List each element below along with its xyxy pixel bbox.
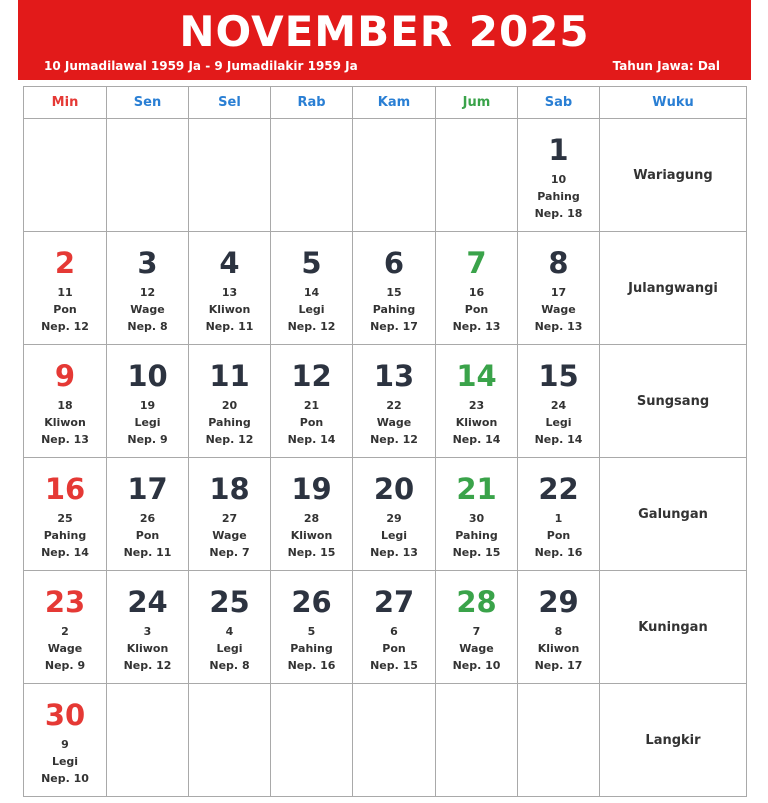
day-cell bbox=[436, 458, 518, 571]
week-row bbox=[24, 571, 747, 684]
neptu: Nep. 10 bbox=[41, 772, 89, 785]
neptu: Nep. 9 bbox=[44, 659, 86, 672]
hijri-date: 23 bbox=[468, 399, 485, 412]
wuku-label: Langkir bbox=[600, 684, 747, 797]
week-row bbox=[24, 345, 747, 458]
wuku-label: Galungan bbox=[600, 458, 747, 571]
day-cell-content bbox=[107, 571, 188, 683]
day-cell bbox=[189, 571, 271, 684]
day-number: 10 bbox=[127, 359, 168, 393]
hijri-date: 30 bbox=[468, 512, 485, 525]
hijri-date: 21 bbox=[303, 399, 320, 412]
empty-cell bbox=[107, 119, 189, 232]
neptu: Nep. 12 bbox=[205, 433, 254, 446]
hijri-date: 28 bbox=[303, 512, 320, 525]
pasaran: Pahing bbox=[290, 642, 333, 655]
neptu: Nep. 12 bbox=[287, 320, 336, 333]
neptu: Nep. 17 bbox=[534, 659, 583, 672]
wuku-header: Wuku bbox=[600, 87, 747, 119]
neptu: Nep. 16 bbox=[287, 659, 336, 672]
day-number: 29 bbox=[538, 585, 579, 619]
day-cell-content bbox=[271, 345, 352, 457]
hijri-date: 29 bbox=[386, 512, 402, 525]
weekday-header-rab: Rab bbox=[271, 87, 353, 119]
day-cell-content bbox=[353, 458, 435, 570]
neptu: Nep. 12 bbox=[123, 659, 172, 672]
hijri-date: 12 bbox=[139, 286, 156, 299]
day-number: 28 bbox=[456, 585, 497, 619]
weekday-header-sab: Sab bbox=[518, 87, 600, 119]
empty-cell bbox=[107, 684, 189, 797]
hijri-date: 15 bbox=[386, 286, 402, 299]
hijri-date: 6 bbox=[390, 625, 398, 638]
neptu: Nep. 11 bbox=[123, 546, 172, 559]
empty-cell bbox=[24, 119, 107, 232]
day-number: 6 bbox=[383, 246, 405, 280]
day-cell bbox=[353, 571, 436, 684]
neptu: Nep. 11 bbox=[205, 320, 254, 333]
day-number: 22 bbox=[538, 472, 579, 506]
hijri-date: 4 bbox=[225, 625, 234, 638]
day-cell-content bbox=[107, 232, 188, 344]
pasaran: Legi bbox=[51, 755, 79, 768]
pasaran: Kliwon bbox=[208, 303, 251, 316]
day-cell-content bbox=[518, 571, 599, 683]
day-number: 16 bbox=[44, 472, 86, 506]
pasaran: Pahing bbox=[208, 416, 251, 429]
day-cell bbox=[518, 232, 600, 345]
day-number: 7 bbox=[466, 246, 487, 280]
hijri-date: 20 bbox=[221, 399, 238, 412]
day-cell bbox=[107, 458, 189, 571]
pasaran: Pon bbox=[464, 303, 489, 316]
empty-cell bbox=[271, 684, 353, 797]
empty-cell bbox=[436, 119, 518, 232]
pasaran: Wage bbox=[459, 642, 494, 655]
pasaran: Pahing bbox=[372, 303, 416, 316]
day-number: 27 bbox=[373, 585, 415, 619]
day-cell bbox=[353, 345, 436, 458]
day-cell bbox=[107, 571, 189, 684]
week-row bbox=[24, 684, 747, 797]
hijri-date: 17 bbox=[550, 286, 567, 299]
pasaran: Legi bbox=[216, 642, 243, 655]
day-cell bbox=[518, 119, 600, 232]
hijri-date: 19 bbox=[139, 399, 156, 412]
neptu: Nep. 10 bbox=[452, 659, 501, 672]
empty-cell bbox=[353, 119, 436, 232]
hijri-date: 9 bbox=[61, 738, 69, 751]
day-cell bbox=[24, 571, 107, 684]
day-cell-content bbox=[24, 684, 106, 796]
pasaran: Kliwon bbox=[290, 529, 333, 542]
day-number: 13 bbox=[373, 359, 415, 393]
hijri-date: 11 bbox=[57, 286, 73, 299]
pasaran: Kliwon bbox=[126, 642, 169, 655]
weekday-header-row bbox=[24, 87, 747, 119]
empty-cell bbox=[353, 684, 436, 797]
hijri-range: 10 Jumadilawal 1959 Ja - 9 Jumadilakir 1959 Ja bbox=[44, 59, 358, 73]
day-cell bbox=[24, 458, 107, 571]
neptu: Nep. 8 bbox=[127, 320, 168, 333]
pasaran: Legi bbox=[380, 529, 408, 542]
hijri-date: 13 bbox=[221, 286, 238, 299]
neptu: Nep. 13 bbox=[534, 320, 583, 333]
hijri-date: 5 bbox=[307, 625, 316, 638]
day-cell-content bbox=[436, 571, 517, 683]
day-number: 24 bbox=[127, 585, 168, 619]
pasaran: Legi bbox=[545, 416, 572, 429]
day-cell-content bbox=[107, 458, 188, 570]
day-number: 19 bbox=[291, 472, 332, 506]
day-cell bbox=[518, 345, 600, 458]
day-number: 14 bbox=[456, 359, 497, 393]
neptu: Nep. 14 bbox=[534, 433, 583, 446]
neptu: Nep. 7 bbox=[209, 546, 250, 559]
day-cell-content bbox=[518, 345, 599, 457]
day-number: 23 bbox=[44, 585, 86, 619]
pasaran: Legi bbox=[298, 303, 325, 316]
weekday-header-kam: Kam bbox=[353, 87, 436, 119]
neptu: Nep. 15 bbox=[287, 546, 336, 559]
hijri-date: 1 bbox=[554, 512, 563, 525]
pasaran: Pahing bbox=[455, 529, 498, 542]
pasaran: Pon bbox=[546, 529, 571, 542]
neptu: Nep. 12 bbox=[370, 433, 418, 446]
pasaran: Pon bbox=[299, 416, 324, 429]
day-cell-content bbox=[518, 458, 599, 570]
neptu: Nep. 12 bbox=[41, 320, 89, 333]
day-cell bbox=[436, 571, 518, 684]
day-cell-content bbox=[353, 232, 435, 344]
day-number: 26 bbox=[291, 585, 332, 619]
day-cell-content bbox=[436, 345, 517, 457]
day-cell bbox=[271, 232, 353, 345]
week-row bbox=[24, 119, 747, 232]
pasaran: Wage bbox=[130, 303, 165, 316]
day-number: 15 bbox=[538, 359, 579, 393]
day-cell bbox=[24, 345, 107, 458]
weekday-header-min: Min bbox=[24, 87, 107, 119]
pasaran: Kliwon bbox=[455, 416, 498, 429]
hijri-date: 10 bbox=[550, 173, 567, 186]
neptu: Nep. 13 bbox=[41, 433, 89, 446]
neptu: Nep. 8 bbox=[209, 659, 250, 672]
neptu: Nep. 14 bbox=[287, 433, 336, 446]
neptu: Nep. 16 bbox=[534, 546, 583, 559]
day-cell bbox=[24, 684, 107, 797]
neptu: Nep. 14 bbox=[41, 546, 89, 559]
hijri-date: 27 bbox=[221, 512, 238, 525]
neptu: Nep. 13 bbox=[452, 320, 501, 333]
day-number: 1 bbox=[548, 133, 569, 167]
hijri-date: 8 bbox=[554, 625, 563, 638]
day-cell bbox=[353, 458, 436, 571]
day-number: 18 bbox=[209, 472, 250, 506]
day-number: 5 bbox=[301, 246, 322, 280]
wuku-label: Wariagung bbox=[600, 119, 747, 232]
day-cell-content bbox=[189, 458, 270, 570]
day-number: 11 bbox=[209, 359, 250, 393]
day-cell-content bbox=[107, 345, 188, 457]
day-number: 9 bbox=[54, 359, 76, 393]
empty-cell bbox=[189, 684, 271, 797]
day-cell-content bbox=[189, 232, 270, 344]
empty-cell bbox=[189, 119, 271, 232]
day-number: 3 bbox=[137, 246, 158, 280]
day-number: 25 bbox=[209, 585, 250, 619]
day-number: 30 bbox=[44, 698, 86, 732]
day-cell bbox=[436, 232, 518, 345]
hijri-date: 2 bbox=[61, 625, 69, 638]
day-cell-content bbox=[24, 345, 106, 457]
empty-cell bbox=[436, 684, 518, 797]
week-row bbox=[24, 232, 747, 345]
hijri-date: 3 bbox=[143, 625, 152, 638]
pasaran: Pon bbox=[382, 642, 406, 655]
day-cell-content bbox=[436, 458, 517, 570]
calendar-header bbox=[18, 0, 751, 80]
day-cell-content bbox=[189, 345, 270, 457]
week-row bbox=[24, 458, 747, 571]
day-cell-content bbox=[24, 571, 106, 683]
neptu: Nep. 15 bbox=[452, 546, 501, 559]
hijri-date: 26 bbox=[139, 512, 156, 525]
javanese-year: Tahun Jawa: Dal bbox=[612, 59, 720, 73]
neptu: Nep. 14 bbox=[452, 433, 501, 446]
hijri-date: 25 bbox=[57, 512, 73, 525]
weekday-header-jum: Jum bbox=[436, 87, 518, 119]
hijri-date: 22 bbox=[386, 399, 402, 412]
hijri-date: 14 bbox=[303, 286, 320, 299]
day-cell bbox=[189, 232, 271, 345]
day-number: 21 bbox=[456, 472, 497, 506]
pasaran: Wage bbox=[47, 642, 83, 655]
day-cell bbox=[436, 345, 518, 458]
weekday-header-sen: Sen bbox=[107, 87, 189, 119]
day-number: 4 bbox=[219, 246, 240, 280]
day-cell bbox=[271, 345, 353, 458]
day-cell-content bbox=[189, 571, 270, 683]
wuku-label: Kuningan bbox=[600, 571, 747, 684]
day-cell-content bbox=[518, 232, 599, 344]
pasaran: Wage bbox=[376, 416, 412, 429]
pasaran: Pon bbox=[53, 303, 77, 316]
wuku-label: Julangwangi bbox=[600, 232, 747, 345]
hijri-date: 24 bbox=[550, 399, 567, 412]
pasaran: Wage bbox=[541, 303, 576, 316]
pasaran: Pon bbox=[135, 529, 160, 542]
day-cell-content bbox=[24, 232, 106, 344]
day-cell bbox=[107, 232, 189, 345]
day-cell-content bbox=[436, 232, 517, 344]
day-number: 17 bbox=[127, 472, 168, 506]
neptu: Nep. 17 bbox=[370, 320, 418, 333]
day-number: 2 bbox=[54, 246, 76, 280]
empty-cell bbox=[518, 684, 600, 797]
day-number: 8 bbox=[548, 246, 569, 280]
empty-cell bbox=[271, 119, 353, 232]
neptu: Nep. 13 bbox=[370, 546, 418, 559]
day-cell bbox=[189, 345, 271, 458]
hijri-date: 7 bbox=[472, 625, 481, 638]
day-cell bbox=[189, 458, 271, 571]
day-cell bbox=[107, 345, 189, 458]
day-cell-content bbox=[271, 571, 352, 683]
pasaran: Kliwon bbox=[44, 416, 86, 429]
day-cell bbox=[24, 232, 107, 345]
day-cell bbox=[271, 571, 353, 684]
day-cell-content bbox=[353, 571, 435, 683]
day-number: 20 bbox=[373, 472, 415, 506]
calendar-grid bbox=[23, 86, 747, 797]
neptu: Nep. 15 bbox=[370, 659, 418, 672]
day-cell-content bbox=[271, 458, 352, 570]
day-cell bbox=[518, 571, 600, 684]
neptu: Nep. 18 bbox=[534, 207, 583, 220]
day-cell-content bbox=[353, 345, 435, 457]
hijri-date: 18 bbox=[57, 399, 73, 412]
day-number: 12 bbox=[291, 359, 332, 393]
weekday-header-sel: Sel bbox=[189, 87, 271, 119]
pasaran: Pahing bbox=[537, 190, 580, 203]
pasaran: Pahing bbox=[43, 529, 87, 542]
neptu: Nep. 9 bbox=[127, 433, 168, 446]
day-cell bbox=[353, 232, 436, 345]
hijri-date: 16 bbox=[468, 286, 485, 299]
day-cell-content bbox=[518, 119, 599, 231]
day-cell-content bbox=[24, 458, 106, 570]
wuku-label: Sungsang bbox=[600, 345, 747, 458]
month-title: NOVEMBER 2025 bbox=[179, 7, 590, 56]
day-cell bbox=[518, 458, 600, 571]
pasaran: Wage bbox=[212, 529, 247, 542]
pasaran: Kliwon bbox=[537, 642, 580, 655]
pasaran: Legi bbox=[134, 416, 161, 429]
day-cell-content bbox=[271, 232, 352, 344]
day-cell bbox=[271, 458, 353, 571]
